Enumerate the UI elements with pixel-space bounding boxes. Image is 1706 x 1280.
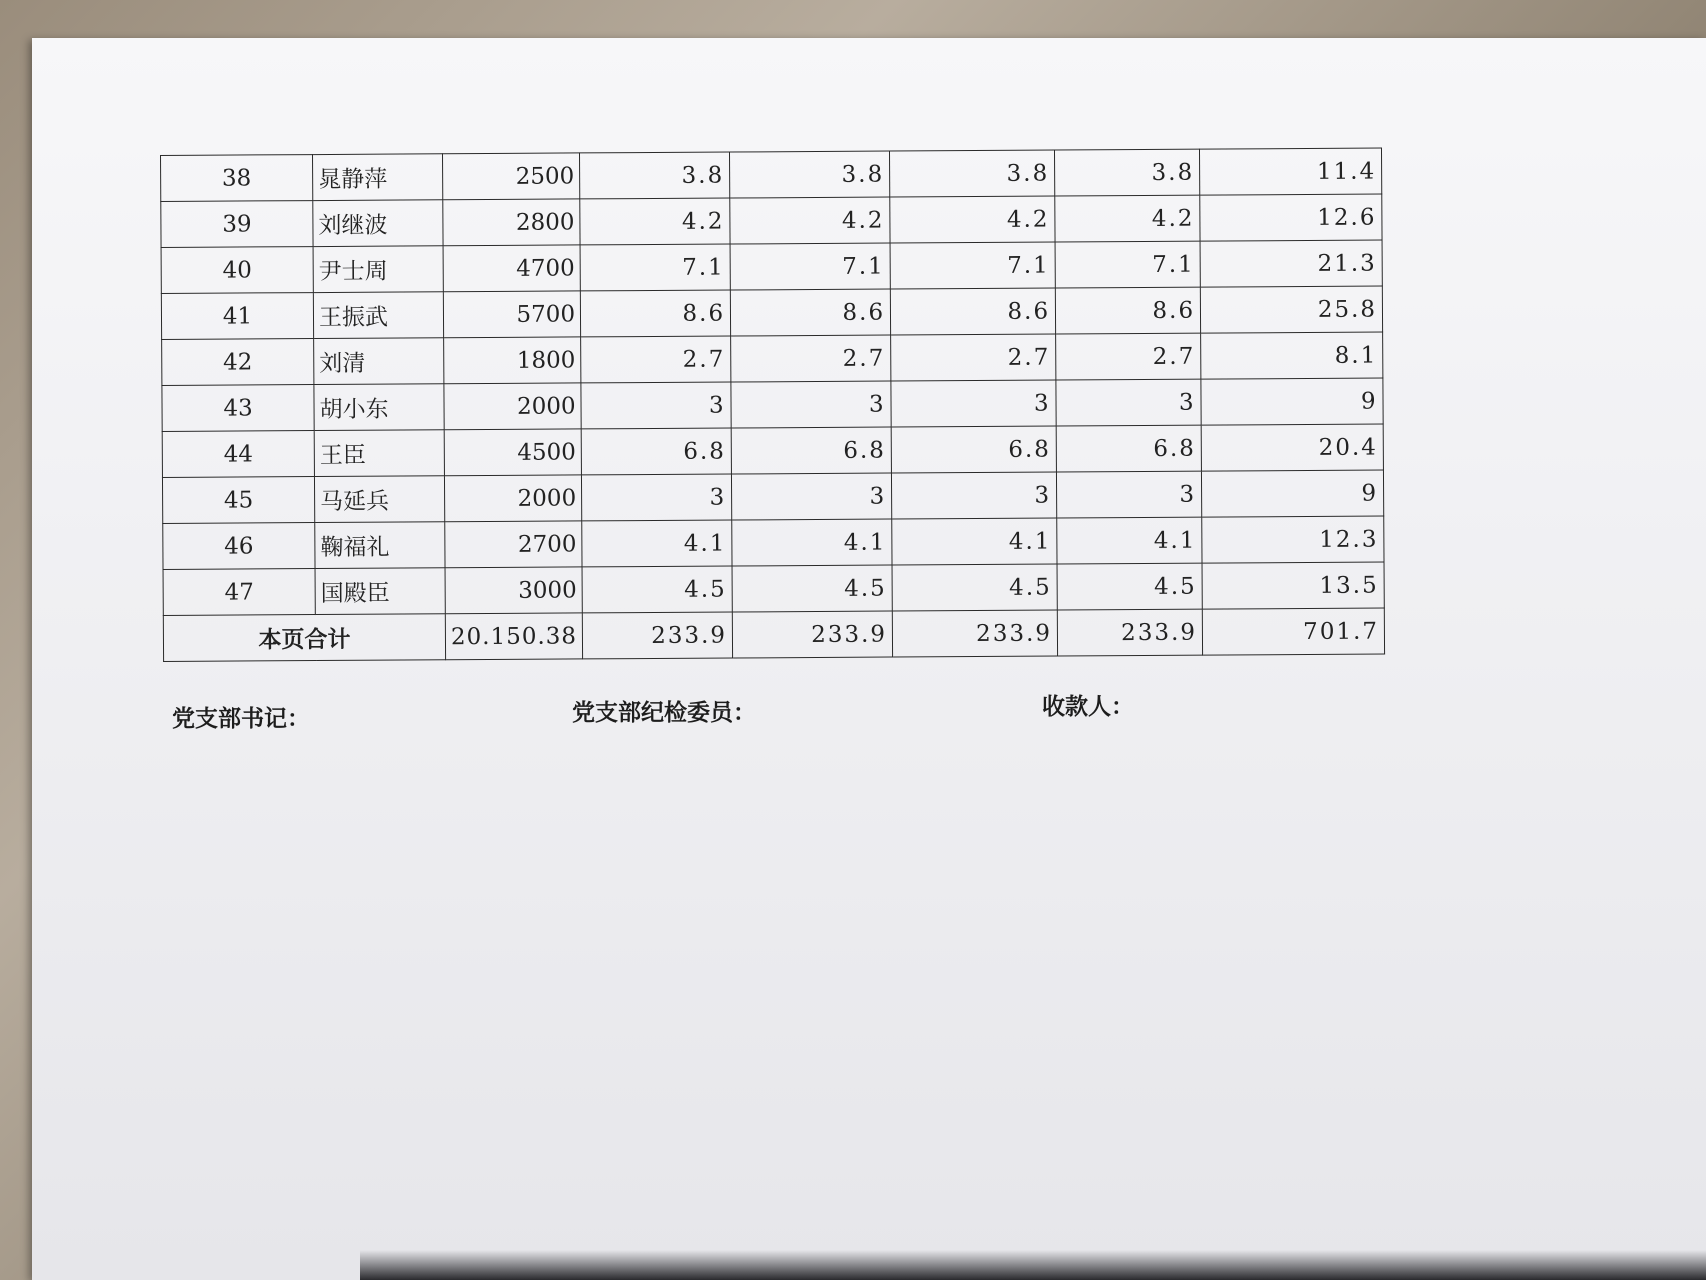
month-4-dues: 3 xyxy=(1056,379,1201,426)
summary-total: 701.7 xyxy=(1202,608,1384,655)
month-2-dues: 8.6 xyxy=(730,289,890,336)
table-row xyxy=(163,516,1384,569)
row-total: 25.8 xyxy=(1200,286,1382,333)
month-4-dues: 4.5 xyxy=(1057,563,1202,610)
dues-table xyxy=(160,148,1385,662)
month-3-dues: 7.1 xyxy=(890,242,1055,289)
member-name: 马延兵 xyxy=(314,476,444,523)
month-1-dues: 6.8 xyxy=(581,428,731,475)
month-1-dues: 7.1 xyxy=(580,244,730,291)
month-1-dues: 4.1 xyxy=(582,520,732,567)
base-salary: 1800 xyxy=(444,337,581,384)
row-number: 44 xyxy=(162,431,314,478)
month-3-dues: 6.8 xyxy=(891,426,1056,473)
row-number: 41 xyxy=(161,293,313,340)
payee-signature-label: 收款人： xyxy=(1042,694,1134,720)
month-4-dues: 8.6 xyxy=(1055,287,1200,334)
member-name: 刘继波 xyxy=(313,200,443,247)
summary-label: 本页合计 xyxy=(163,614,445,662)
month-4-dues: 6.8 xyxy=(1056,425,1201,472)
month-4-dues: 2.7 xyxy=(1056,333,1201,380)
month-3-dues: 4.5 xyxy=(892,564,1057,611)
row-number: 43 xyxy=(162,385,314,432)
month-4-dues: 3.8 xyxy=(1055,149,1200,196)
member-name: 王振武 xyxy=(313,292,443,339)
table-row xyxy=(162,470,1383,523)
table-row xyxy=(161,286,1382,339)
row-total: 9 xyxy=(1202,470,1384,517)
table-row xyxy=(163,562,1384,615)
month-2-dues: 2.7 xyxy=(731,335,891,382)
table-row xyxy=(161,148,1382,201)
month-1-dues: 3 xyxy=(581,382,731,429)
row-number: 45 xyxy=(162,477,314,524)
row-total: 12.6 xyxy=(1200,194,1382,241)
row-total: 9 xyxy=(1201,378,1383,425)
base-salary: 4700 xyxy=(443,245,580,292)
base-salary: 5700 xyxy=(443,291,580,338)
row-number: 42 xyxy=(162,339,314,386)
month-3-dues: 4.2 xyxy=(890,196,1055,243)
table-row xyxy=(162,332,1383,385)
month-1-dues: 4.5 xyxy=(582,566,732,613)
table-row xyxy=(161,240,1382,293)
member-name: 国殿臣 xyxy=(315,568,445,615)
member-name: 刘清 xyxy=(314,338,444,385)
summary-month-4: 233.9 xyxy=(1057,609,1202,656)
dues-table-body xyxy=(161,148,1385,615)
month-3-dues: 3 xyxy=(892,472,1057,519)
month-1-dues: 2.7 xyxy=(581,336,731,383)
month-2-dues: 3 xyxy=(731,381,891,428)
base-salary: 2500 xyxy=(442,153,579,200)
month-2-dues: 4.2 xyxy=(730,197,890,244)
month-1-dues: 3.8 xyxy=(580,152,730,199)
table-edge-shadow xyxy=(360,1250,1706,1280)
month-4-dues: 4.2 xyxy=(1055,195,1200,242)
summary-month-2: 233.9 xyxy=(732,611,892,658)
summary-month-3: 233.9 xyxy=(892,610,1057,657)
row-total: 21.3 xyxy=(1200,240,1382,287)
month-3-dues: 4.1 xyxy=(892,518,1057,565)
month-4-dues: 3 xyxy=(1057,471,1202,518)
month-2-dues: 4.1 xyxy=(732,519,892,566)
row-number: 40 xyxy=(161,247,313,294)
row-total: 20.4 xyxy=(1201,424,1383,471)
row-number: 39 xyxy=(161,201,313,248)
month-2-dues: 7.1 xyxy=(730,243,890,290)
summary-base: 20.150.38 xyxy=(445,613,582,660)
member-name: 晁静萍 xyxy=(313,154,443,201)
month-3-dues: 2.7 xyxy=(891,334,1056,381)
member-name: 胡小东 xyxy=(314,384,444,431)
month-3-dues: 3 xyxy=(891,380,1056,427)
row-total: 13.5 xyxy=(1202,562,1384,609)
base-salary: 2000 xyxy=(444,383,581,430)
base-salary: 2000 xyxy=(444,475,581,522)
month-4-dues: 4.1 xyxy=(1057,517,1202,564)
row-number: 46 xyxy=(163,523,315,570)
row-number: 47 xyxy=(163,569,315,616)
row-total: 12.3 xyxy=(1202,516,1384,563)
inspector-signature-label: 党支部纪检委员： xyxy=(572,700,756,726)
row-total: 8.1 xyxy=(1201,332,1383,379)
base-salary: 2800 xyxy=(443,199,580,246)
month-1-dues: 3 xyxy=(582,474,732,521)
dues-sheet xyxy=(160,148,1385,662)
month-3-dues: 3.8 xyxy=(890,150,1055,197)
summary-row xyxy=(163,608,1384,661)
month-1-dues: 4.2 xyxy=(580,198,730,245)
table-row xyxy=(162,378,1383,431)
table-row xyxy=(162,424,1383,477)
month-4-dues: 7.1 xyxy=(1055,241,1200,288)
month-2-dues: 4.5 xyxy=(732,565,892,612)
row-total: 11.4 xyxy=(1200,148,1382,195)
table-row xyxy=(161,194,1382,247)
base-salary: 4500 xyxy=(444,429,581,476)
summary-month-1: 233.9 xyxy=(582,612,732,659)
month-2-dues: 3.8 xyxy=(730,151,890,198)
row-number: 38 xyxy=(161,155,313,202)
month-1-dues: 8.6 xyxy=(580,290,730,337)
member-name: 尹士周 xyxy=(313,246,443,293)
base-salary: 2700 xyxy=(445,521,582,568)
member-name: 鞠福礼 xyxy=(315,522,445,569)
month-2-dues: 6.8 xyxy=(731,427,891,474)
month-2-dues: 3 xyxy=(732,473,892,520)
base-salary: 3000 xyxy=(445,567,582,614)
member-name: 王臣 xyxy=(314,430,444,477)
secretary-signature-label: 党支部书记： xyxy=(172,706,310,732)
month-3-dues: 8.6 xyxy=(890,288,1055,335)
